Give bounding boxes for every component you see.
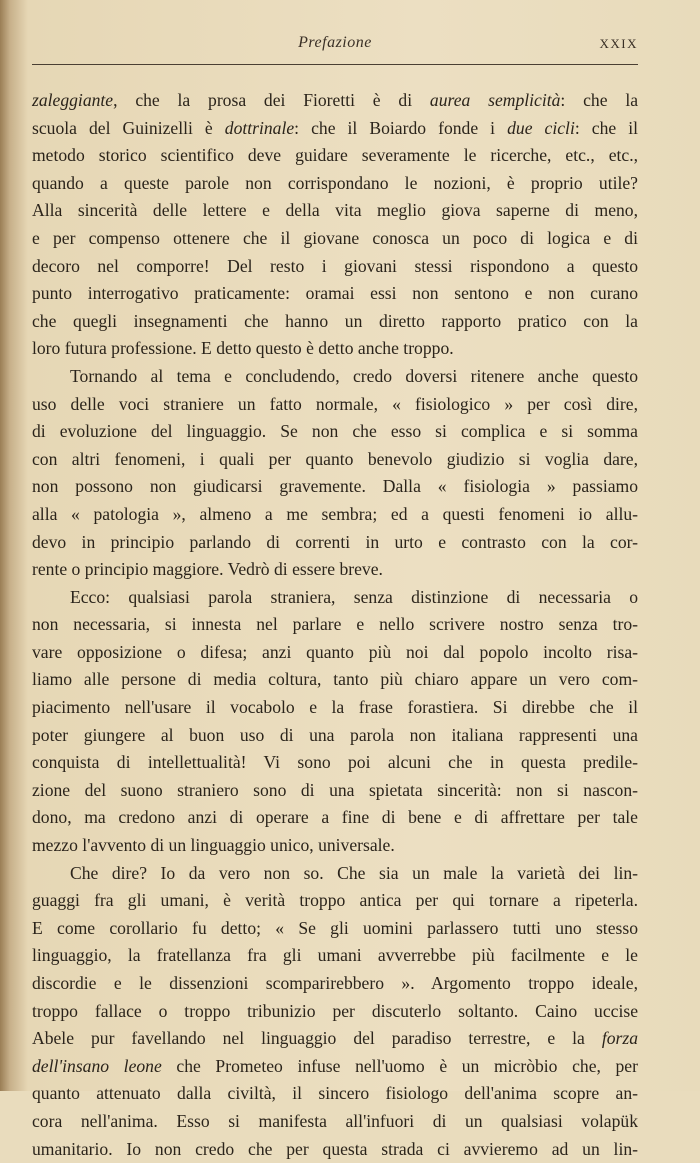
italic-text: aurea semplicità — [429, 90, 561, 110]
text-segment: con altri fenomeni, i quali per quanto benevolo giudizio si voglia dare, — [32, 448, 638, 469]
text-segment: dono, ma credono anzi di operare a fine di bene e di affrettare per tale — [32, 807, 638, 828]
text-segment: vare opposizione o difesa; anzi quanto più noi dal popolo incolto risa- — [32, 641, 638, 662]
text-segment: di evoluzione del linguaggio. Se non che esso si complica e si somma — [32, 421, 638, 442]
text-segment: discordie e le dissenzioni scomparirebbero ». Argomento troppo ideale, — [32, 973, 638, 993]
text-segment: uso delle voci straniere un fatto normale, « fisiologico » per così dire, — [32, 393, 638, 414]
text-segment: scuola del Guinizelli è — [32, 117, 225, 138]
running-title: Prefazione — [298, 34, 372, 51]
text-segment: E come corollario fu detto; « Se gli uomini parlassero tutti uno stesso — [32, 917, 638, 938]
text-line — [32, 280, 638, 308]
text-line — [32, 749, 638, 777]
text-segment: Che dire? Io da vero non so. Che sia un male la varietà dei lin- — [70, 862, 638, 883]
text-segment: devo in principio parlando di correnti in urto e contrasto con la cor- — [32, 531, 638, 552]
text-segment: e per compenso ottenere che il giovane conosca un poco di logica e di — [32, 227, 638, 248]
text-segment: troppo fallace o troppo tribunizio per discuterlo soltanto. Caino uccise — [32, 1000, 638, 1021]
text-line — [32, 446, 638, 474]
text-line — [32, 1080, 638, 1108]
text-segment: zione del suono straniero sono di una spietata sincerità: non si nascon- — [32, 779, 638, 800]
text-segment: Abele pur favellando nel linguaggio del paradiso terrestre, e la — [32, 1028, 602, 1049]
italic-text: dottrinale — [224, 117, 295, 138]
text-line — [32, 832, 638, 860]
text-segment: che quegli insegnamenti che hanno un diretto rapporto pratico con la — [32, 310, 638, 331]
text-segment: rente o principio maggiore. Vedrò di essere breve. — [32, 559, 383, 580]
italic-text: zaleggiante — [32, 90, 114, 110]
text-segment: quanto attenuato dalla civiltà, il sincero fisiologo dell'anima scopre an- — [32, 1083, 638, 1104]
text-line — [32, 1053, 638, 1081]
text-segment: poter giungere al buon uso di una parola non italiana rappresenti una — [32, 724, 638, 745]
italic-text: dell'insano leone — [32, 1055, 162, 1076]
text-line — [32, 639, 638, 667]
text-segment: metodo storico scientifico deve guidare severamente le ricerche, etc., etc., — [32, 145, 638, 166]
text-segment: Alla sincerità delle lettere e della vita meglio giova saperne di meno, — [32, 200, 638, 221]
text-line — [32, 915, 638, 943]
text-segment: liamo alle persone di media coltura, tanto più chiaro appare un vero com- — [32, 669, 638, 690]
text-line — [32, 335, 638, 363]
text-segment: linguaggio, la fratellanza fra gli umani avverrebbe più facilmente e le — [32, 945, 638, 966]
text-line — [32, 142, 638, 170]
italic-text: forza — [601, 1028, 638, 1049]
text-line — [32, 115, 638, 143]
text-line — [32, 666, 638, 694]
text-line — [32, 170, 638, 198]
text-line — [32, 363, 638, 391]
text-segment: umanitario. Io non credo che per questa strada ci avvieremo ad un lin- — [32, 1138, 638, 1159]
text-segment: loro futura professione. E detto questo è detto anche troppo. — [32, 338, 454, 359]
text-segment: : che il — [574, 117, 638, 138]
text-segment: alla « patologia », almeno a me sembra; ed a questi fenomeni io allu- — [32, 503, 638, 524]
text-segment: : che la — [560, 90, 639, 110]
text-line — [32, 1025, 638, 1053]
text-line — [32, 942, 638, 970]
running-header — [32, 34, 638, 58]
text-line — [32, 556, 638, 584]
text-line — [32, 391, 638, 419]
text-line — [32, 418, 638, 446]
text-segment: piacimento nell'usare il vocabolo e la frase forastiera. Si direbbe che il — [32, 697, 638, 718]
text-segment: Tornando al tema e concludendo, credo doversi ritenere anche questo — [70, 365, 638, 386]
text-segment: non necessaria, si innesta nel parlare e nello scrivere nostro senza tro- — [32, 614, 638, 635]
text-line — [32, 1136, 638, 1163]
text-line — [32, 998, 638, 1026]
text-line — [32, 860, 638, 888]
text-segment: mezzo l'avvento di un linguaggio unico, universale. — [32, 835, 395, 856]
text-line — [32, 804, 638, 832]
text-line — [32, 970, 638, 998]
text-line — [32, 501, 638, 529]
text-segment: decoro nel comporre! Del resto i giovani stessi rispondono a questo — [32, 255, 638, 276]
text-segment: non possono non giudicarsi gravemente. Dalla « fisiologia » passiamo — [32, 476, 638, 497]
italic-text: due cicli — [507, 117, 575, 138]
text-line — [32, 308, 638, 336]
text-line — [32, 777, 638, 805]
text-line — [32, 584, 638, 612]
text-line — [32, 225, 638, 253]
text-line — [32, 87, 638, 115]
text-line — [32, 887, 638, 915]
text-line — [32, 473, 638, 501]
body-text — [32, 87, 638, 1163]
text-segment: guaggi fra gli umani, è verità troppo antica per qui tornare a ripeterla. — [32, 890, 638, 911]
text-segment: , che la prosa dei Fioretti è di — [113, 90, 430, 110]
page-number: XXIX — [599, 36, 638, 51]
text-segment: cora nell'anima. Esso si manifesta all'infuori di un qualsiasi volapük — [32, 1110, 638, 1131]
text-segment: quando a queste parole non corrispondano le nozioni, è proprio utile? — [32, 172, 638, 193]
text-segment: : che il Boiardo fonde i — [294, 117, 508, 138]
text-line — [32, 197, 638, 225]
text-segment: Ecco: qualsiasi parola straniera, senza distinzione di necessaria o — [70, 586, 638, 607]
text-line — [32, 1108, 638, 1136]
text-segment: punto interrogativo praticamente: oramai essi non sentono e non curano — [32, 283, 638, 304]
text-line — [32, 529, 638, 557]
text-line — [32, 611, 638, 639]
text-line — [32, 253, 638, 281]
header-rule — [32, 64, 638, 65]
text-segment: conquista di intellettualità! Vi sono poi alcuni che in questa predile- — [32, 752, 638, 773]
text-line — [32, 694, 638, 722]
text-segment: che Prometeo infuse nell'uomo è un micròbio che, per — [161, 1055, 638, 1076]
text-line — [32, 722, 638, 750]
